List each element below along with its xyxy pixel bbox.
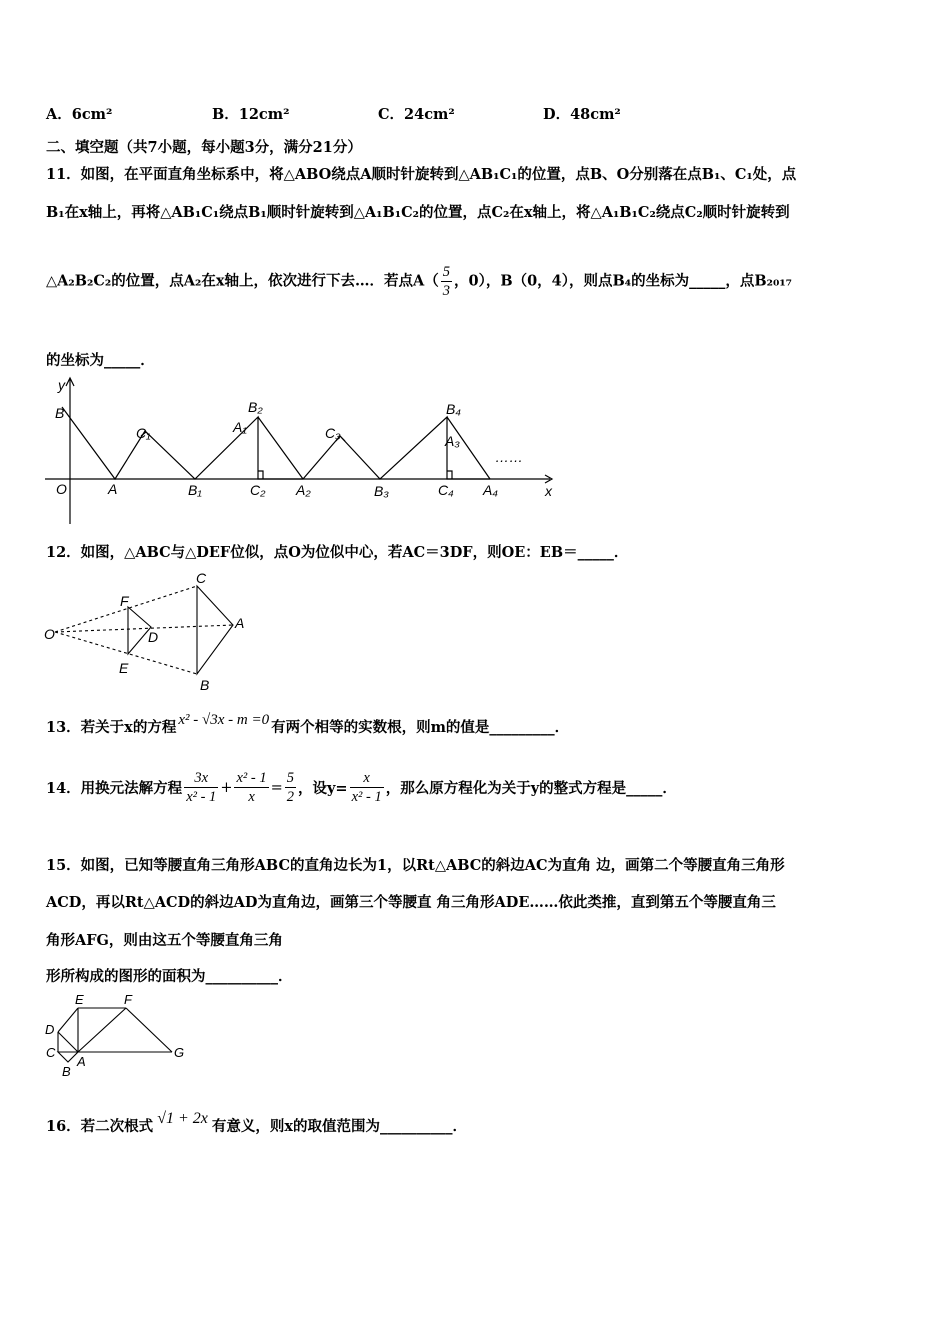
label-B1: B₁ [188, 482, 202, 498]
q14-fraction-4: $\frac{x}{\text{x² - 1}}$ [351, 770, 382, 805]
q15-line4: 形所构成的图形的面积为__________． [46, 968, 293, 985]
label-E: E [119, 660, 129, 676]
label-y: y [58, 377, 65, 393]
polyline-triangles [62, 407, 490, 479]
q11-line3-a: △A₂B₂C₂的位置，点A₂在x轴上，依次进行下去…．若点A（ [46, 272, 439, 290]
q11-line3-b: ，0），B（0，4），则点B₄的坐标为_____，点B₂₀₁₇ [454, 272, 793, 290]
label-C2: C₂ [250, 482, 266, 498]
label-B3: B₃ [374, 483, 389, 499]
label-A1: A₁ [233, 419, 247, 435]
q14-post: ，那么原方程化为关于y的整式方程是_____． [385, 780, 677, 797]
label-x: x [545, 483, 552, 499]
label-A: A [108, 481, 118, 497]
label-A2: A₂ [296, 482, 311, 498]
q14-fraction-1: $\frac{3x}{\text{x² - 1}}$ [186, 770, 217, 805]
label-B4: B₄ [446, 401, 461, 417]
q14-fraction-3: $\frac{5}{2}$ [286, 770, 294, 805]
option-a: A．6cm² [46, 106, 113, 123]
option-b: B．12cm² [212, 106, 290, 123]
q13-line [46, 712, 570, 737]
q16-radical: √1 + 2x [157, 1110, 208, 1127]
label-E: E [75, 992, 84, 1007]
q14-mid: ，设y= [298, 780, 348, 797]
q14-line [46, 769, 677, 806]
q14-pre: 14．用换元法解方程 [46, 780, 183, 797]
q12-text: 12．如图，△ABC与△DEF位似，点O为位似中心，若AC＝3DF，则OE：EB＝_____． [46, 544, 629, 561]
label-A3: A₃ [445, 433, 460, 449]
label-C: C [46, 1045, 56, 1060]
label-A: A [77, 1054, 86, 1069]
label-B: B [62, 1064, 71, 1079]
q16-post: 有意义，则x的取值范围为__________． [211, 1118, 468, 1135]
section-title: 二、填空题（共7小题，每小题3分，满分21分） [46, 139, 362, 156]
q12-figure [40, 566, 260, 696]
q11-line2: B₁在x轴上，再将△AB₁C₁绕点B₁顺时针旋转到△A₁B₁C₂的位置，点C₂在x轴上，将△A₁B₁C₂绕点C₂顺时针旋转到 [46, 204, 790, 221]
q14-fraction-2: $\frac{\text{x² - 1}}{x}$ [236, 770, 267, 805]
q15-line1: 15．如图，已知等腰直角三角形ABC的直角边长为1，以Rt△ABC的斜边AC为直角 边，画第二个等腰直角三角形 [46, 857, 785, 874]
q11-line1: 11．如图，在平面直角坐标系中，将△ABO绕点A顺时针旋转到△AB₁C₁的位置，点B、O分别落在点B₁、C₁处，点 [46, 166, 797, 183]
label-F: F [124, 992, 132, 1007]
q14-equals: = [270, 779, 283, 796]
label-D: D [148, 629, 159, 645]
label-O: O [44, 626, 55, 642]
label-C4: C₄ [438, 482, 454, 498]
label-F: F [120, 593, 129, 609]
q15-figure [40, 990, 200, 1082]
q13-pre: 13．若关于x的方程 [46, 719, 177, 736]
q13-equation: x² - √3x - m =0 [178, 712, 270, 728]
label-C1: C₁ [136, 425, 151, 441]
label-B2: B₂ [248, 399, 263, 415]
label-B: B [55, 405, 65, 421]
q11-figure [40, 374, 560, 529]
q11-line4: 的坐标为_____． [46, 352, 155, 369]
q16-pre: 16．若二次根式 [46, 1118, 154, 1135]
label-A: A [235, 615, 245, 631]
q11-fraction: $\frac{5}{3}$ [442, 264, 450, 299]
q15-line2: ACD，再以Rt△ACD的斜边AD为直角边，画第三个等腰直 角三角形ADE……依此类推，直到第五个等腰直角三 [46, 894, 776, 911]
q15-line3: 角形AFG，则由这五个等腰直角三角 [46, 932, 283, 949]
option-d: D．48cm² [543, 106, 621, 123]
label-G: G [174, 1045, 185, 1060]
label-B: B [200, 677, 210, 693]
q13-post: 有两个相等的实数根，则m的值是_________． [271, 719, 570, 736]
label-dots: …… [495, 449, 523, 465]
label-D: D [45, 1022, 55, 1037]
label-C3: C₃ [325, 425, 341, 441]
label-A4: A₄ [483, 482, 498, 498]
label-O: O [56, 481, 67, 497]
label-C: C [196, 570, 207, 586]
q11-line3 [46, 263, 792, 300]
q14-plus: + [220, 779, 233, 796]
option-c: C．24cm² [378, 106, 455, 123]
q16-line [46, 1110, 468, 1136]
